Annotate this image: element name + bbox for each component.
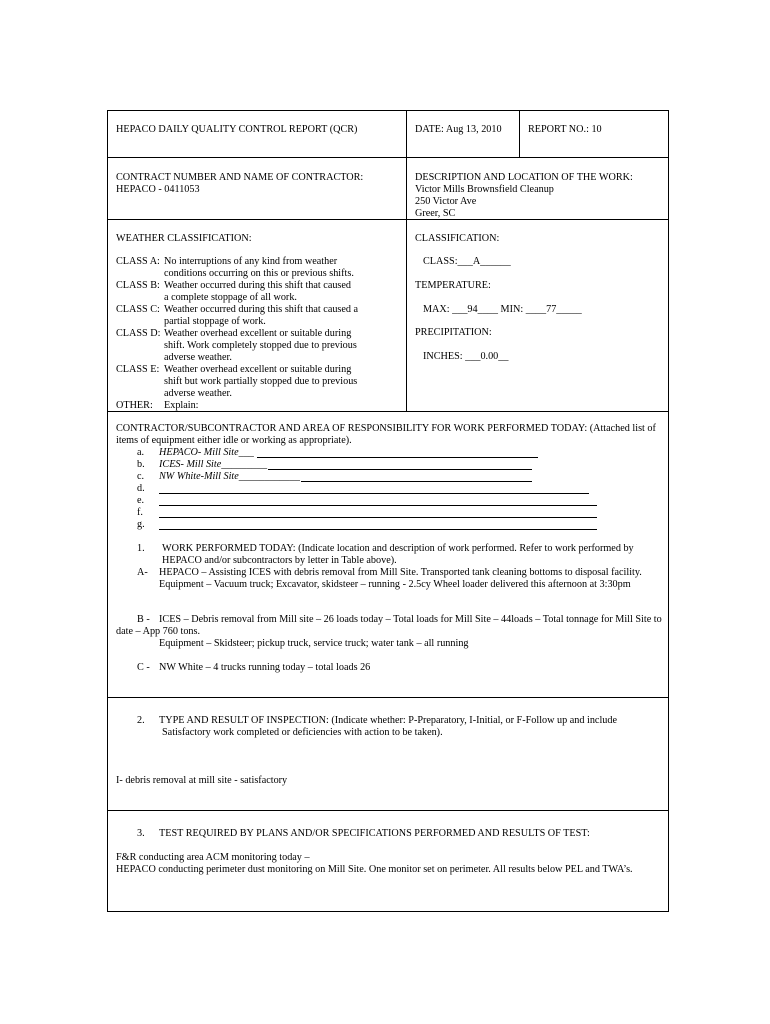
work-location-line: Greer, SC xyxy=(415,208,456,219)
contractors-heading: CONTRACTOR/SUBCONTRACTOR AND AREA OF RESPONSIBILITY FOR WORK PERFORMED TODAY: (Attached list of xyxy=(116,423,656,434)
contractor-letter: b. xyxy=(137,459,145,470)
row-divider-5 xyxy=(107,810,669,811)
row-divider-2 xyxy=(107,219,669,220)
tests-line: HEPACO conducting perimeter dust monitoring on Mill Site. One monitor set on perimeter. All results below PEL and TWA’s. xyxy=(116,864,633,875)
weather-class-code: CLASS D: xyxy=(116,328,161,339)
table-border-left xyxy=(107,110,108,912)
work-item-text: ICES – Debris removal from Mill site – 26 loads today – Total loads for Mill Site – 44loads – Total tonnage for Mill Site to xyxy=(159,614,662,625)
contractor-blank-line xyxy=(159,517,597,518)
work-location-label: DESCRIPTION AND LOCATION OF THE WORK: xyxy=(415,172,633,183)
weather-class-text: Weather overhead excellent or suitable during xyxy=(164,364,352,375)
work-item-letter: A- xyxy=(137,567,148,578)
contractor-blank-line xyxy=(159,529,597,530)
work-location-line: Victor Mills Brownsfield Cleanup xyxy=(415,184,554,195)
contract-value: HEPACO - 0411053 xyxy=(116,184,200,195)
precipitation-value: INCHES: ___0.00__ xyxy=(423,351,509,362)
table-border-top xyxy=(107,110,669,111)
work-location-line: 250 Victor Ave xyxy=(415,196,477,207)
class-value: CLASS:___A______ xyxy=(423,256,511,267)
work-item-text: date – App 760 tons. xyxy=(116,626,201,637)
weather-class-text: Explain: xyxy=(164,400,199,411)
weather-class-text: a complete stoppage of all work. xyxy=(164,292,297,303)
weather-class-text: Weather overhead excellent or suitable during xyxy=(164,328,352,339)
work-item-letter: C - xyxy=(137,662,150,673)
work-performed-heading: WORK PERFORMED TODAY: (Indicate location and description of work performed. Refer to work performed by xyxy=(162,543,634,554)
weather-label: WEATHER CLASSIFICATION: xyxy=(116,233,252,244)
row-divider-4 xyxy=(107,697,669,698)
col-divider-report xyxy=(519,110,520,157)
contractor-letter: f. xyxy=(137,507,143,518)
weather-class-text: shift. Work completely stopped due to previous xyxy=(164,340,357,351)
contract-label: CONTRACT NUMBER AND NAME OF CONTRACTOR: xyxy=(116,172,364,183)
inspection-number: 2. xyxy=(137,715,145,726)
precipitation-label: PRECIPITATION: xyxy=(415,327,492,338)
inspection-result: I- debris removal at mill site - satisfactory xyxy=(116,775,288,786)
work-performed-number: 1. xyxy=(137,543,145,554)
contractor-name: NW White-Mill Site____________ xyxy=(159,471,300,482)
weather-class-code: CLASS A: xyxy=(116,256,160,267)
contractor-blank-line xyxy=(257,457,538,458)
col-divider-main xyxy=(406,110,407,411)
contractor-blank-line xyxy=(159,505,597,506)
weather-class-text: partial stoppage of work. xyxy=(164,316,266,327)
row-divider-1 xyxy=(107,157,669,158)
contractor-letter: g. xyxy=(137,519,145,530)
work-item-text: Equipment – Vacuum truck; Excavator, skidsteer – running - 2.5cy Wheel loader delivered this afternoon at 3:30pm xyxy=(159,579,631,590)
weather-class-text: Weather occurred during this shift that caused a xyxy=(164,304,359,315)
inspection-heading-2: Satisfactory work completed or deficiencies with action to be taken). xyxy=(162,727,443,738)
contractors-heading-2: items of equipment either idle or working as appropriate). xyxy=(116,435,352,446)
weather-class-text: conditions occurring on this or previous shifts. xyxy=(164,268,354,279)
tests-line: F&R conducting area ACM monitoring today – xyxy=(116,852,310,863)
weather-class-text: No interruptions of any kind from weather xyxy=(164,256,338,267)
weather-class-code: CLASS E: xyxy=(116,364,160,375)
contractor-name: ICES- Mill Site_________ xyxy=(159,459,268,470)
inspection-heading: TYPE AND RESULT OF INSPECTION: (Indicate whether: P-Preparatory, I-Initial, or F-Follow up and include xyxy=(159,715,617,726)
classification-label: CLASSIFICATION: xyxy=(415,233,500,244)
contractor-blank-line xyxy=(268,469,532,470)
weather-class-text: adverse weather. xyxy=(164,388,232,399)
weather-class-code: CLASS C: xyxy=(116,304,160,315)
weather-class-text: adverse weather. xyxy=(164,352,232,363)
contractor-letter: e. xyxy=(137,495,145,506)
weather-class-text: shift but work partially stopped due to previous xyxy=(164,376,358,387)
table-border-right xyxy=(668,110,669,912)
work-performed-heading-2: HEPACO and/or subcontractors by letter in Table above). xyxy=(162,555,397,566)
weather-class-code: OTHER: xyxy=(116,400,153,411)
work-item-text: HEPACO – Assisting ICES with debris removal from Mill Site. Transported tank cleaning bottoms to disposal facility. xyxy=(159,567,642,578)
table-border-bottom xyxy=(107,911,669,912)
contractor-letter: c. xyxy=(137,471,145,482)
contractor-blank-line xyxy=(301,481,532,482)
weather-class-text: Weather occurred during this shift that caused xyxy=(164,280,352,291)
temperature-value: MAX: ___94____ MIN: ____77_____ xyxy=(423,304,582,315)
work-item-text: Equipment – Skidsteer; pickup truck, service truck; water tank – all running xyxy=(159,638,469,649)
work-item-letter: B - xyxy=(137,614,150,625)
contractor-letter: d. xyxy=(137,483,145,494)
report-title: HEPACO DAILY QUALITY CONTROL REPORT (QCR) xyxy=(116,124,358,135)
contractor-name: HEPACO- Mill Site___ xyxy=(159,447,254,458)
temperature-label: TEMPERATURE: xyxy=(415,280,491,291)
tests-heading: TEST REQUIRED BY PLANS AND/OR SPECIFICATIONS PERFORMED AND RESULTS OF TEST: xyxy=(159,828,590,839)
report-number: REPORT NO.: 10 xyxy=(528,124,602,135)
contractor-blank-line xyxy=(159,493,589,494)
contractor-letter: a. xyxy=(137,447,145,458)
tests-number: 3. xyxy=(137,828,145,839)
report-date: DATE: Aug 13, 2010 xyxy=(415,124,502,135)
work-item-text: NW White – 4 trucks running today – total loads 26 xyxy=(159,662,371,673)
weather-class-code: CLASS B: xyxy=(116,280,160,291)
